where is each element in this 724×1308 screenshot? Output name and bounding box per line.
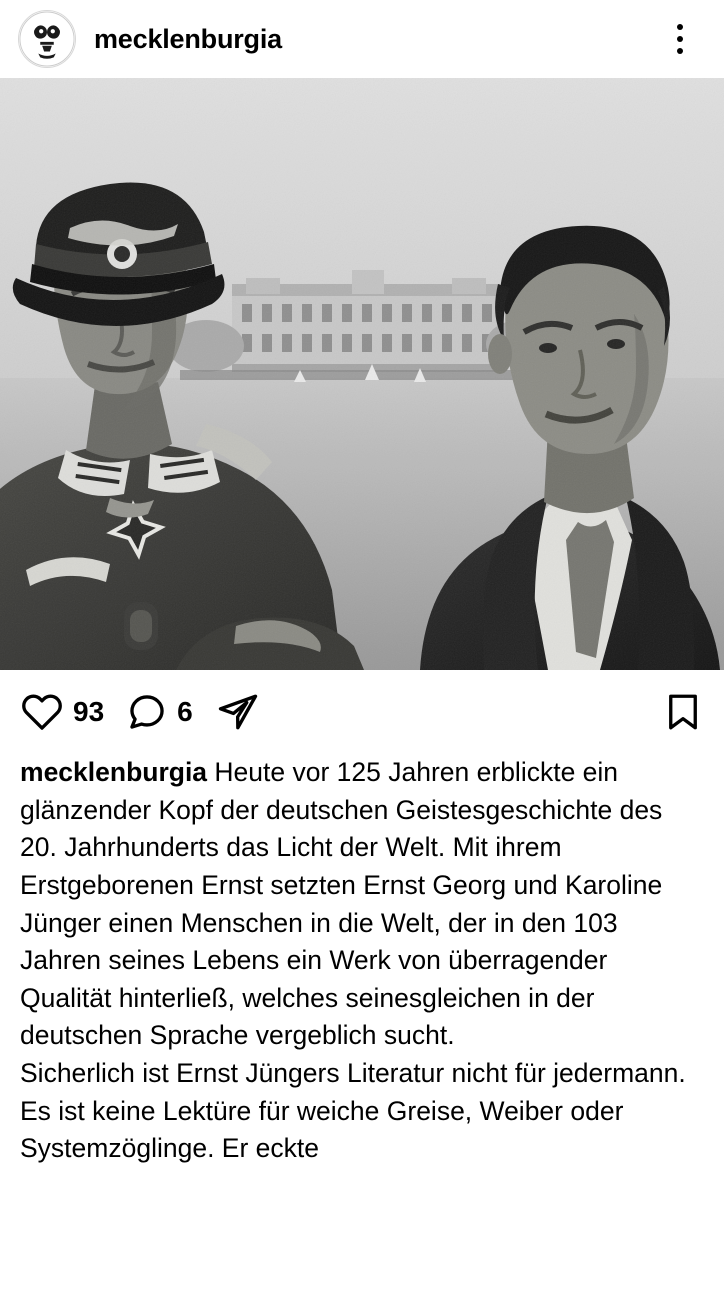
action-group-left	[20, 691, 259, 733]
save-action[interactable]	[662, 691, 704, 733]
like-action[interactable]	[20, 691, 126, 733]
caption-username[interactable]: mecklenburgia	[20, 757, 208, 787]
post-username[interactable]: mecklenburgia	[94, 23, 282, 54]
post-image[interactable]	[0, 78, 724, 670]
like-count: 93	[73, 696, 105, 727]
post-action-bar	[0, 670, 724, 754]
heart-icon[interactable]	[20, 691, 64, 733]
caption-paragraph-2: Sicherlich ist Ernst Jüngers Literatur nicht für jedermann. Es ist keine Lektüre für weiche Greise, Weiber oder Systemzöglinge. Er eckte	[20, 1058, 686, 1164]
comment-count: 6	[177, 696, 193, 727]
post-caption	[0, 754, 724, 1168]
bookmark-icon[interactable]	[662, 691, 704, 733]
share-icon[interactable]	[217, 691, 259, 733]
more-options-icon[interactable]	[660, 16, 700, 62]
post-header	[0, 0, 724, 78]
comment-action[interactable]	[126, 691, 215, 733]
comment-icon[interactable]	[126, 691, 168, 733]
avatar[interactable]	[18, 10, 76, 68]
caption-paragraph-1	[20, 754, 704, 1055]
caption-text: Heute vor 125 Jahren erblickte ein glänzender Kopf der deutschen Geistesgeschichte des 20. Jahrhunderts das Licht der Welt. Mit ihrem Erstgeborenen Ernst setzten Ernst Georg und Karoline Jünger einen Menschen in die Welt, der in den 103 Jahren seines Lebens ein Werk von überragender Qualität hinterließ, welches seinesgleichen in der deutschen Sprache vergeblich sucht.	[20, 757, 663, 1051]
share-action[interactable]	[217, 691, 259, 733]
